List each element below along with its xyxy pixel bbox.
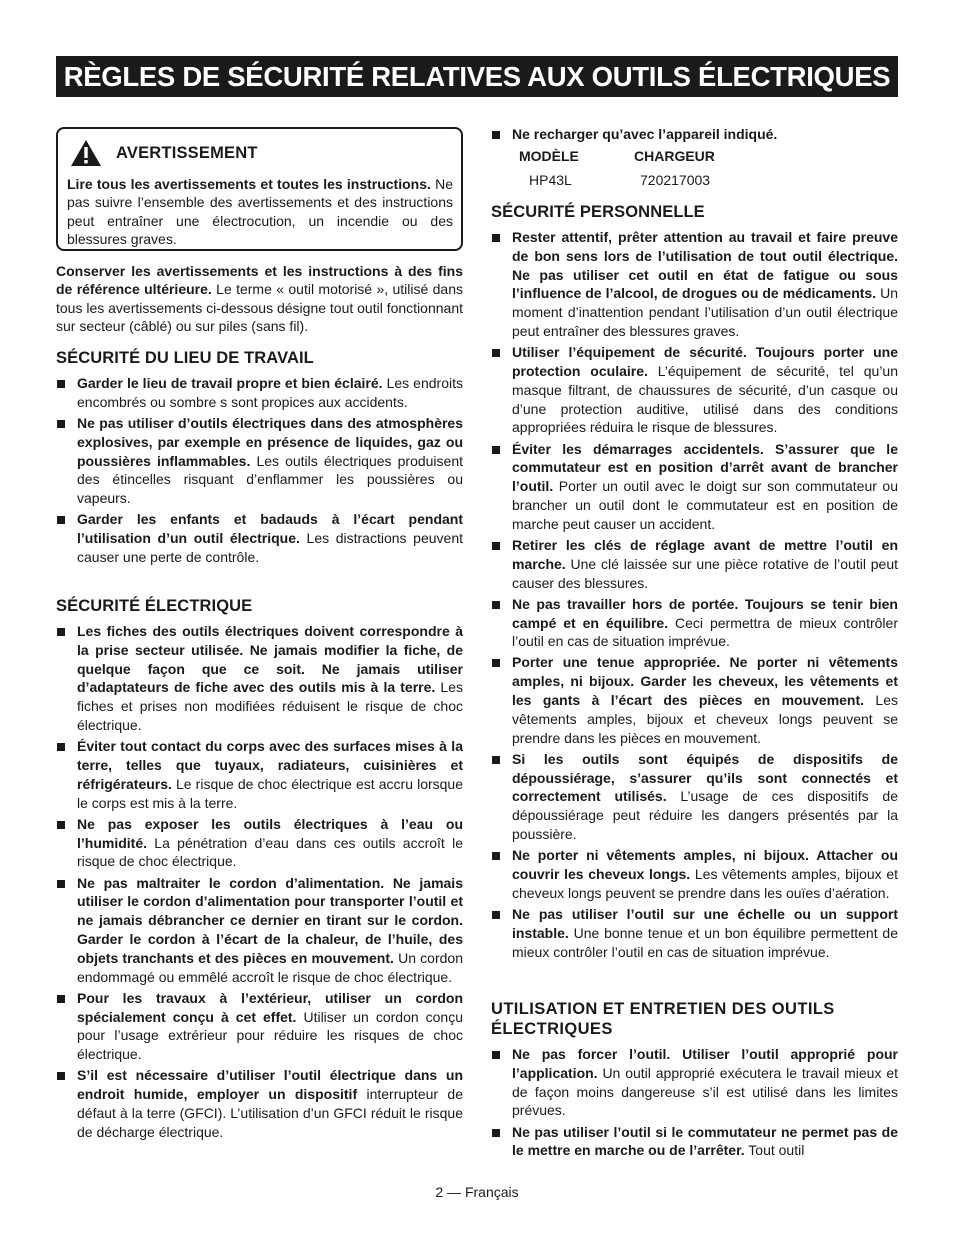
item-text: Porter un outil avec le doigt sur son commutateur ou brancher un outil dont le commutateur est en position de marche peut causer un accident. bbox=[512, 478, 898, 532]
intro-body: Le terme « outil motorisé », utilisé dans tous les avertissements ci-dessous désigne tout outil fonctionnant sur secteur (câblé) ou sur piles (sans fil). bbox=[56, 281, 464, 335]
list-item bbox=[491, 750, 898, 844]
item-text: Le risque de choc électrique est accru lorsque le corps est mis à la terre. bbox=[77, 775, 463, 811]
model-value: HP43L bbox=[529, 172, 572, 188]
work-area-heading: SÉCURITÉ DU LIEU DE TRAVAIL bbox=[56, 349, 314, 367]
list-item bbox=[56, 989, 463, 1064]
item-text: L’équipement de sécurité, tel qu’un masque filtrant, de chaussures de sécurité, d’un casque ou d’une protection auditive, utilisé dans des conditions appropriées réduira le risque de blessures. bbox=[512, 362, 898, 436]
charger-value: 720217003 bbox=[640, 172, 711, 188]
list-item bbox=[56, 737, 463, 812]
list-item bbox=[491, 440, 898, 534]
item-bold: Ne pas travailler hors de portée. Toujours se tenir bien campé et en équilibre. bbox=[512, 595, 898, 631]
usage-list bbox=[491, 1045, 898, 1160]
list-item bbox=[491, 595, 898, 651]
list-item bbox=[56, 374, 463, 412]
item-bold: Porter une tenue appropriée. Ne porter ni vêtements amples, ni bijoux. Garder les cheveux, les vêtements et les gants à l’écart des pièces en mouvement. bbox=[512, 654, 898, 709]
list-item bbox=[491, 343, 898, 437]
list-item bbox=[491, 846, 898, 902]
item-text: Utiliser un cordon conçu pour l’usage extrérieur pour réduire les risques de choc électrique. bbox=[77, 1008, 464, 1063]
work-area-list bbox=[56, 374, 463, 567]
item-text: L’usage de ces dispositifs de dépoussiérage peut réduire les dangers présentés par la poussière. bbox=[512, 788, 898, 843]
personal-list bbox=[491, 228, 898, 961]
item-bold: Retirer les clés de réglage avant de mettre l’outil en marche. bbox=[512, 536, 898, 572]
item-bold: Éviter les démarrages accidentels. S’assurer que le commutateur est en position d’arrêt avant de brancher l’outil. bbox=[512, 440, 898, 495]
electrical-list bbox=[56, 622, 463, 1141]
item-bold: Rester attentif, prêter attention au travail et faire preuve de bon sens lors de l’utilisation de tout outil électrique. Ne pas utiliser cet outil en état de fatigue ou sous l’influence de l’alcool, de drogues ou de médicaments. bbox=[512, 229, 898, 302]
item-text: Une bonne tenue et un bon équilibre permettent de mieux contrôler l’outil en cas de situation imprévue. bbox=[512, 924, 898, 960]
page-title-banner: RÈGLES DE SÉCURITÉ RELATIVES AUX OUTILS ÉLECTRIQUES bbox=[56, 56, 898, 97]
warning-box bbox=[56, 127, 463, 251]
item-text: Un outil approprié exécutera le travail mieux et de façon moins dangereuse s’il est utilisé dans les limites prévues. bbox=[512, 1064, 898, 1119]
item-bold: Ne pas utiliser l’outil sur une échelle ou un support instable. bbox=[512, 906, 898, 941]
item-bold: Ne pas utiliser d’outils électriques dans des atmosphères explosives, par exemple en présence de liquides, gaz ou poussières inflammables. bbox=[77, 414, 463, 469]
warning-bold: Lire tous les avertissements et toutes les instructions. bbox=[67, 176, 431, 192]
list-item bbox=[491, 905, 898, 961]
work-area-section bbox=[56, 348, 463, 569]
item-text: Un cordon endommagé ou emmêlé accroît le risque de choc électrique. bbox=[77, 949, 463, 985]
charger-table-header bbox=[519, 148, 715, 164]
list-item bbox=[491, 1123, 898, 1161]
item-text: Les outils électriques produisent des étincelles risquant d’enflammer les poussières ou vapeurs. bbox=[77, 452, 463, 507]
item-text: interrupteur de défaut à la terre (GFCI). L’utilisation d’un GFCI réduit le risque de décharge électrique. bbox=[77, 1086, 463, 1140]
item-text: Les endroits encombrés ou sombre s sont propices aux accidents. bbox=[77, 375, 463, 410]
item-bold: Ne pas exposer les outils électriques à l’eau ou l’humidité. bbox=[77, 815, 463, 851]
page-footer: 2 — Français bbox=[435, 1184, 519, 1200]
intro-paragraph bbox=[56, 262, 463, 336]
item-bold: Ne pas forcer l’outil. Utiliser l’outil approprié pour l’application. bbox=[512, 1046, 898, 1081]
item-text: La pénétration d’eau dans ces outils accroît le risque de choc électrique. bbox=[77, 834, 463, 870]
list-item bbox=[56, 815, 463, 871]
item-text: Les vêtements amples, bijoux et cheveux longs peuvent se prendre dans les ouïes d’aération. bbox=[512, 866, 898, 901]
item-bold: Utiliser l’équipement de sécurité. Toujours porter une protection oculaire. bbox=[512, 344, 898, 379]
list-item bbox=[56, 510, 463, 566]
charger-column-header: CHARGEUR bbox=[634, 148, 715, 164]
personal-heading: SÉCURITÉ PERSONNELLE bbox=[491, 203, 705, 221]
charger-table-row bbox=[529, 172, 710, 188]
warning-triangle-icon bbox=[70, 139, 102, 167]
item-text: Les fiches et prises non modifiées réduisent le risque de choc électrique. bbox=[77, 679, 463, 733]
item-bold: Ne pas maltraiter le cordon d’alimentation. Ne jamais utiliser le cordon d’alimentation pour transporter l’outil et ne jamais débrancher ce dernier en tirant sur le cordon. Garder le cordon à l’écart de la chaleur, de l’huile, des objets tranchants et des pièces en mouvement. bbox=[77, 874, 463, 966]
item-text: Les distractions peuvent causer une perte de contrôle. bbox=[77, 530, 463, 565]
warning-text bbox=[67, 175, 453, 249]
item-text: Tout outil bbox=[744, 1142, 805, 1159]
list-item bbox=[56, 414, 463, 508]
item-bold: S’il est nécessaire d’utiliser l’outil électrique dans un endroit humide, employer un dispositif bbox=[77, 1067, 463, 1103]
item-bold: Ne porter ni vêtements amples, ni bijoux. Attacher ou couvrir les cheveux longs. bbox=[512, 847, 898, 883]
personal-section bbox=[491, 202, 898, 964]
item-text: Les vêtements amples, bijoux et cheveux longs peuvent se prendre dans les pièces en mouvement. bbox=[512, 692, 898, 746]
recharge-bold: Ne recharger qu’avec l’appareil indiqué. bbox=[512, 126, 778, 142]
list-item bbox=[491, 536, 898, 592]
item-bold: Si les outils sont équipés de dispositifs de dépoussiérage, s’assurer qu’ils sont connectés et correctement utilisés. bbox=[512, 750, 898, 805]
list-item bbox=[56, 1066, 463, 1141]
item-bold: Garder le lieu de travail propre et bien éclairé. bbox=[77, 375, 383, 391]
list-item bbox=[491, 228, 898, 341]
item-bold: Éviter tout contact du corps avec des surfaces mises à la terre, telles que tuyaux, radiateurs, cuisinières et réfrigérateurs. bbox=[77, 738, 463, 792]
item-bold: Les fiches des outils électriques doivent correspondre à la prise secteur utilisée. Ne jamais modifier la fiche, de quelque façon que ce soit. Ne jamais utiliser d’adaptateurs de fiche avec des outils mis à la terre. bbox=[77, 623, 463, 696]
usage-section bbox=[491, 999, 898, 1163]
warning-header bbox=[70, 139, 258, 167]
warning-title: AVERTISSEMENT bbox=[116, 143, 258, 162]
item-bold: Pour les travaux à l’extérieur, utiliser un cordon spécialement conçu à cet effet. bbox=[77, 989, 463, 1025]
item-text: Une clé laissée sur une pièce rotative de l’outil peut causer des blessures. bbox=[512, 555, 898, 591]
item-bold: Ne pas utiliser l’outil si le commutateur ne permet pas de le mettre en marche ou de l’arrêter. bbox=[512, 1123, 898, 1159]
electrical-section bbox=[56, 596, 463, 1144]
item-bold: Garder les enfants et badauds à l’écart pendant l’utilisation d’un outil électrique. bbox=[77, 511, 463, 547]
usage-heading: UTILISATION ET ENTRETIEN DES OUTILS ÉLECTRIQUES bbox=[491, 1000, 835, 1038]
list-item bbox=[491, 1045, 898, 1120]
item-text: Un moment d’inattention pendant l’utilisation d’un outil électrique peut entraîner des blessures graves. bbox=[512, 285, 898, 339]
model-column-header: MODÈLE bbox=[519, 148, 579, 164]
list-item bbox=[56, 622, 463, 735]
list-item bbox=[491, 125, 898, 144]
intro-bold: Conserver les avertissements et les instructions à des fins de référence ultérieure. bbox=[56, 263, 463, 298]
list-item bbox=[491, 653, 898, 747]
recharge-list bbox=[491, 125, 898, 144]
item-text: Ceci permettra de mieux contrôler l’outil en cas de situation imprévue. bbox=[512, 614, 898, 650]
warning-body: Ne pas suivre l’ensemble des avertissements et des instructions peut entraîner une électrocution, un incendie ou des blessures graves. bbox=[67, 176, 453, 248]
electrical-heading: SÉCURITÉ ÉLECTRIQUE bbox=[56, 597, 253, 615]
list-item bbox=[56, 874, 463, 987]
recharge-section bbox=[491, 125, 898, 146]
